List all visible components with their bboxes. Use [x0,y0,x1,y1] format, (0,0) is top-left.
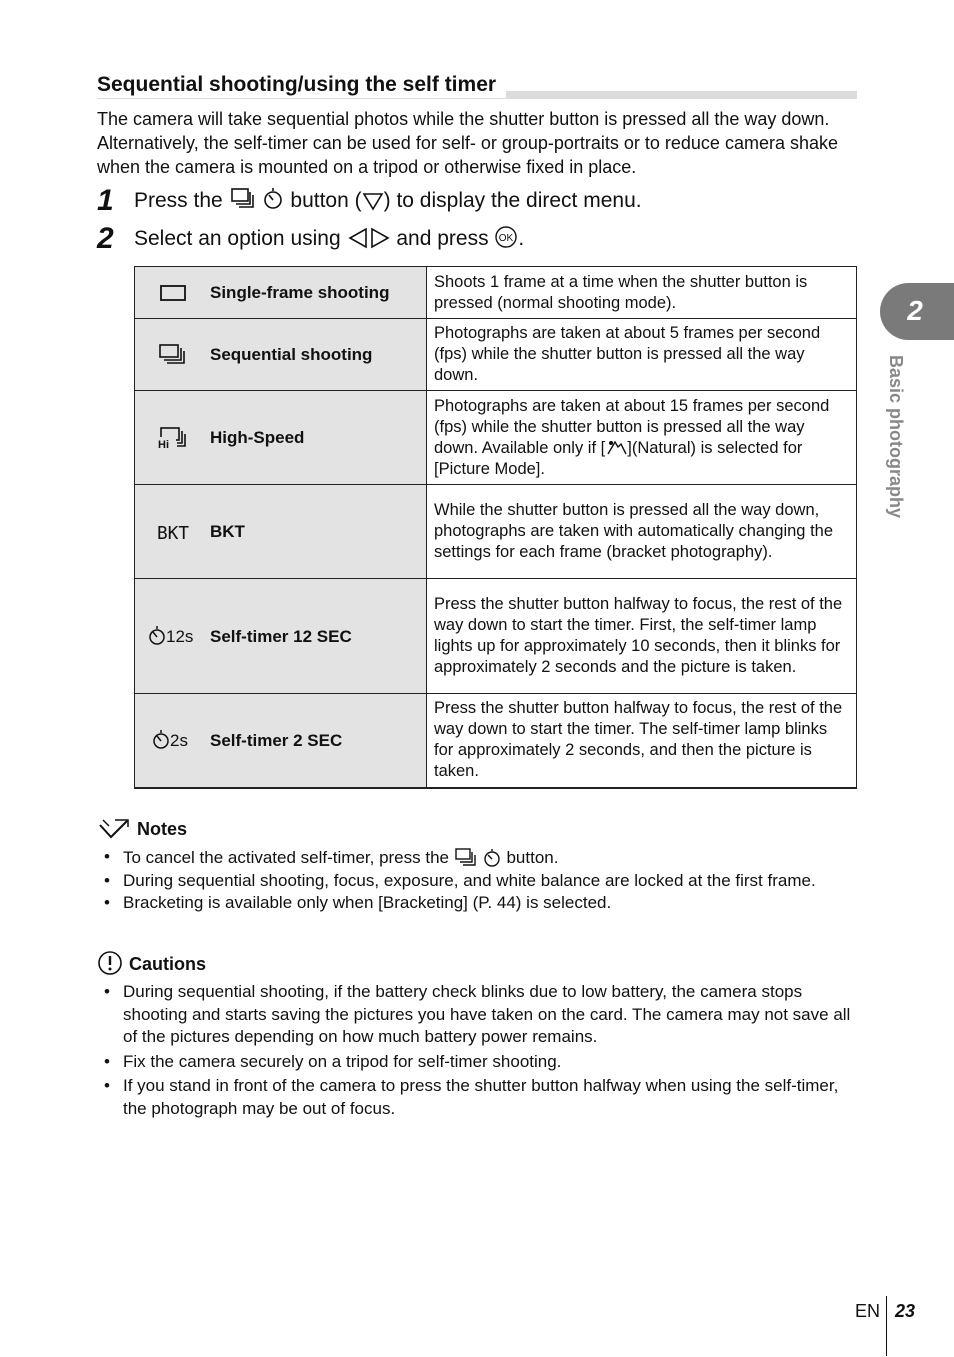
step-1: 1 Press the button ( ) to display the direct menu. [97,184,642,217]
ok-button-icon [494,227,518,250]
svg-text:OK: OK [499,233,514,244]
left-right-arrows-icon [347,227,391,250]
table-row [135,267,857,319]
svg-text:2s: 2s [169,731,188,751]
cautions-title: Cautions [129,954,207,974]
mode-description: Shoots 1 frame at a time when the shutter button is pressed (normal shooting mode). [427,267,857,319]
list-item: • Fix the camera securely on a tripod for self-timer shooting. [97,1051,857,1074]
mode-label: High-Speed [210,428,305,447]
self-timer-2s-icon [135,728,210,752]
svg-text:BKT: BKT [156,522,189,543]
step-number: 2 [97,222,114,255]
svg-text:Hi: Hi [157,438,169,450]
high-speed-icon [135,426,210,450]
notes-header [97,815,187,843]
sequential-self-timer-icon [454,848,502,867]
list-item: • Bracketing is available only when [Bracketing] (P. 44) is selected. [97,892,857,915]
mode-label: Self-timer 2 SEC [210,730,343,750]
list-item: • If you stand in front of the camera to press the shutter button halfway when using the self-timer, the photograph may be out of focus. [97,1075,857,1120]
list-item: • During sequential shooting, focus, exposure, and white balance are locked at the first frame. [97,870,857,893]
svg-text:12s: 12s [165,627,193,646]
mode-description: Press the shutter button halfway to focus, the rest of the way down to start the timer. First, the self-timer lamp lights up for approximately 10 seconds, then it blinks for approximately 2 seconds and the picture is taken. [427,579,857,694]
chapter-label: Basic photography [886,355,906,519]
footer-divider [886,1296,887,1356]
table-row [135,319,857,391]
mode-description: While the shutter button is pressed all the way down, photographs are taken with automatically changing the settings for each frame (bracket photography). [427,485,857,579]
cautions-header [97,950,206,978]
self-timer-12s-icon [135,624,210,648]
bkt-icon [135,521,210,543]
step-number: 1 [97,184,114,217]
notes-title: Notes [137,819,188,839]
mode-label: Self-timer 12 SEC [210,626,352,646]
sequential-self-timer-icon [229,189,291,212]
down-arrow-icon [362,189,384,212]
mode-description: Photographs are taken at about 15 frames per second (fps) while the shutter button is pressed all the way down. Available only if [ ](Natural) is selected for [Picture Mode]. [427,391,857,485]
single-frame-icon [135,284,210,302]
sequential-icon [135,343,210,367]
table-row [135,485,857,579]
cautions-list [97,981,857,1120]
mode-label: BKT [210,522,245,541]
list-item: • To cancel the activated self-timer, press the button. [97,846,857,870]
pencil-note-icon [97,819,137,839]
list-item: • During sequential shooting, if the battery check blinks due to low battery, the camera stops shooting and starts saving the pictures you have taken on the card. The camera may not save all of the pictures depending on how much battery power remains. [97,981,857,1049]
page-number: 23 [895,1301,916,1321]
mode-description: Press the shutter button halfway to focus, the rest of the way down to start the timer. The self-timer lamp blinks for approximately 2 seconds, and then the picture is taken. [427,694,857,788]
page-title: Sequential shooting/using the self timer [97,72,506,98]
natural-picture-mode-icon [605,439,627,457]
mode-description: Photographs are taken at about 5 frames per second (fps) while the shutter button is pressed all the way down. [427,319,857,391]
caution-icon [97,954,129,974]
notes-list [97,846,857,915]
table-row [135,694,857,788]
intro-paragraph: The camera will take sequential photos while the shutter button is pressed all the way down. Alternatively, the self-timer can be used for self- or group-portraits or to reduce camera shake when the camera is mounted on a tripod or otherwise fixed in place. [97,109,838,177]
mode-label: Sequential shooting [210,345,373,364]
chapter-number: 2 [907,295,923,326]
table-row [135,391,857,485]
table-row [135,579,857,694]
chapter-tab [880,283,954,340]
shooting-modes-table [134,266,857,789]
mode-label: Single-frame shooting [210,283,390,302]
footer-language: EN [855,1301,881,1321]
section-header [97,72,857,100]
step-2: 2 Select an option using and press OK . [97,222,525,255]
